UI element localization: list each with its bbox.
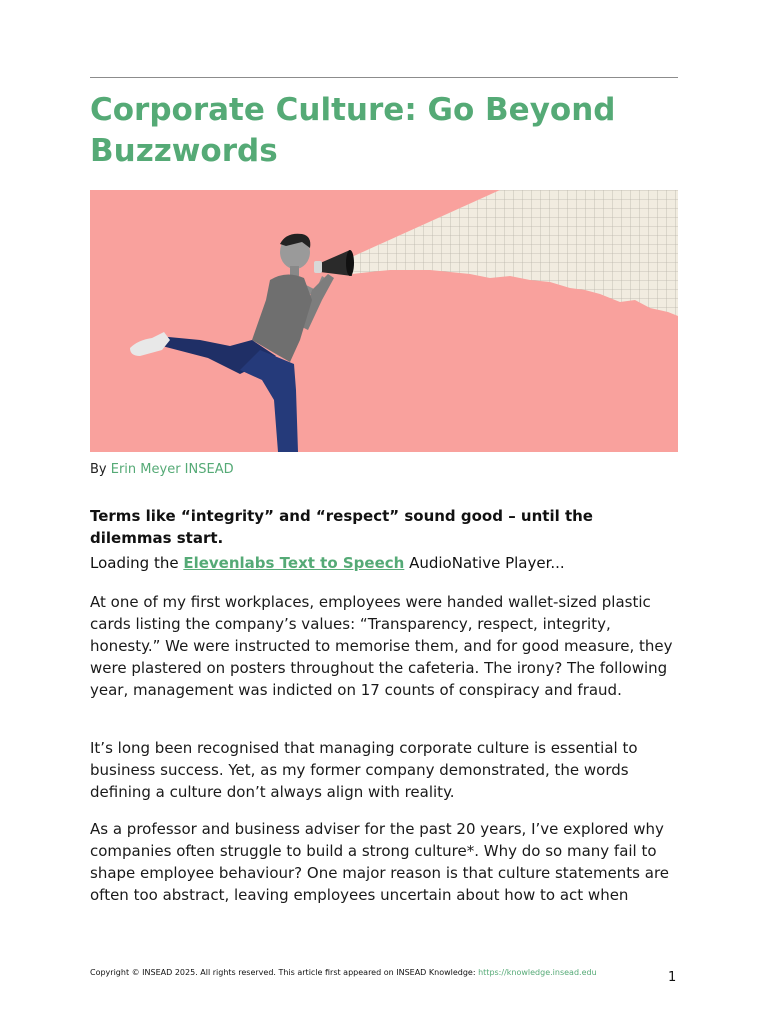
audio-player-loading xyxy=(90,552,678,574)
header-rule xyxy=(90,77,678,78)
byline-prefix: By xyxy=(90,462,111,477)
man-with-megaphone-illustration xyxy=(90,190,678,452)
loading-suffix: AudioNative Player... xyxy=(404,554,565,572)
article-lead: Terms like “integrity” and “respect” sound good – until the dilemmas start. xyxy=(90,507,593,547)
byline xyxy=(90,461,234,479)
elevenlabs-link[interactable]: Elevenlabs Text to Speech xyxy=(183,554,405,572)
author-link[interactable]: Erin Meyer INSEAD xyxy=(110,462,234,477)
paragraph: It’s long been recognised that managing corporate culture is essential to business success. Yet, as my former company demonstrated, the words defining a culture don’t always align with reality. xyxy=(90,739,638,801)
paragraph: As a professor and business adviser for the past 20 years, I’ve explored why companies often struggle to build a strong culture*. Why do so many fail to shape employee behaviour? One major reason is that culture statements are often too abstract, leaving employees uncertain about how to act when xyxy=(90,820,670,904)
article-title: Corporate Culture: Go Beyond Buzzwords xyxy=(90,92,616,169)
copyright-text: Copyright © INSEAD 2025. All rights reserved. This article first appeared on INSEAD Knowledge: xyxy=(90,968,479,977)
paragraph: At one of my first workplaces, employees were handed wallet-sized plastic cards listing the company’s values: “Transparency, respect, integrity, honesty.” We were instructed to memorise them, and for good measure, they were plastered on posters throughout the cafeteria. The irony? The following year, management was indicted on 17 counts of conspiracy and fraud. xyxy=(90,593,673,699)
loading-prefix: Loading the xyxy=(90,554,184,572)
footer-url-link[interactable]: https://knowledge.insead.edu xyxy=(478,968,597,977)
page-number: 1 xyxy=(668,970,677,985)
copyright-footer xyxy=(90,968,597,978)
hero-image xyxy=(90,190,678,452)
